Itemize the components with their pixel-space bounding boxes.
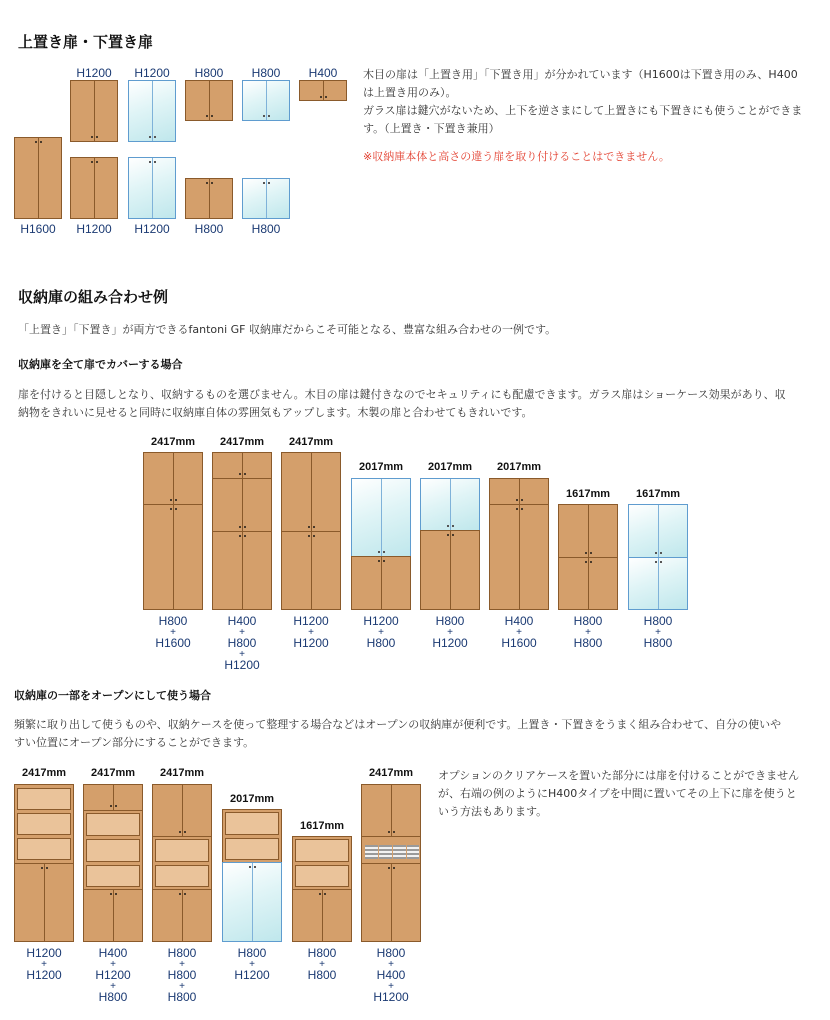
cabinet-illustration	[420, 478, 480, 610]
door-label: H1200	[76, 66, 112, 80]
subheading-all-doors: 収納庫を全て扉でカバーする場合	[18, 358, 183, 371]
glass-door	[351, 478, 411, 557]
combo-part: H400	[98, 946, 128, 960]
height-label: 2017mm	[496, 461, 542, 473]
open-shelf-unit	[83, 810, 143, 890]
combo-stack	[152, 948, 212, 1003]
shelf	[86, 865, 140, 887]
combo-part: H1200	[234, 968, 270, 982]
combo-stack	[14, 948, 74, 981]
glass-door-h800	[242, 80, 290, 121]
combo-part: H800	[307, 946, 337, 960]
height-label: 1617mm	[299, 820, 345, 832]
open-shelf-unit	[222, 809, 282, 863]
subheading-open-part: 収納庫の一部をオープンにして使う場合	[14, 689, 212, 702]
combo-part: H1200	[95, 968, 131, 982]
combinations-intro: 「上置き」「下置き」が両方できるfantoni GF 収納庫だからこそ可能となる、豊富な組み合わせの一例です。	[18, 323, 557, 336]
open-shelf-unit	[152, 836, 212, 890]
shelf	[17, 788, 71, 810]
glass-door	[222, 862, 282, 942]
combo-part: H1200	[224, 658, 260, 672]
glass-door-h1200	[128, 157, 176, 219]
note-line: が、右端の例のようにH400タイプを中間に置いてその上下に扉を使うと	[438, 787, 797, 800]
wood-door	[143, 504, 203, 610]
wood-door	[489, 478, 549, 505]
combo-part: H800	[435, 614, 465, 628]
wood-door	[361, 784, 421, 837]
door-label: H800	[194, 66, 224, 80]
door-description	[363, 66, 823, 138]
combo-part: H400	[376, 968, 406, 982]
plus-sign: +	[655, 627, 661, 638]
height-label: 2417mm	[159, 767, 205, 779]
cabinet-illustration	[489, 478, 549, 610]
plus-sign: +	[388, 981, 394, 992]
shelf	[17, 813, 71, 835]
section-title-doors: 上置き扉・下置き扉	[18, 33, 154, 51]
cabinet-illustration	[14, 784, 74, 942]
wood-door	[212, 452, 272, 479]
wood-door	[83, 784, 143, 811]
shelf	[155, 865, 209, 887]
combo-part: H800	[167, 946, 197, 960]
cabinet-illustration	[222, 809, 282, 942]
combo-part: H1600	[155, 636, 191, 650]
height-label: 1617mm	[565, 488, 611, 500]
door-label: H1200	[134, 66, 170, 80]
combo-part: H1200	[373, 990, 409, 1004]
desc-line: 頻繁に取り出して使うものや、収納ケースを使って整理する場合などはオープンの収納庫が便利です。上置き・下置きをうまく組み合わせて、自分の使いや	[14, 718, 782, 731]
clear-case	[407, 845, 419, 859]
plus-sign: +	[388, 959, 394, 970]
glass-door	[420, 478, 480, 531]
door-label: H800	[251, 66, 281, 80]
glass-door-h1200	[128, 80, 176, 142]
glass-door	[628, 504, 688, 558]
combo-part: H800	[366, 636, 396, 650]
plus-sign: +	[179, 981, 185, 992]
combo-part: H800	[167, 990, 197, 1004]
combo-part: H800	[573, 636, 603, 650]
clear-case	[365, 845, 378, 859]
shelf	[86, 839, 140, 862]
height-label: 2417mm	[368, 767, 414, 779]
combo-stack	[351, 616, 411, 649]
open-part-description	[14, 716, 814, 752]
shelf	[155, 839, 209, 862]
open-shelf-unit	[292, 836, 352, 890]
cabinet-illustration	[83, 784, 143, 942]
clear-case-note	[438, 767, 823, 821]
height-label: 2417mm	[90, 767, 136, 779]
shelf	[225, 812, 279, 835]
door-label: H1200	[134, 222, 170, 236]
shelf	[17, 838, 71, 860]
combo-stack	[489, 616, 549, 649]
door-label: H800	[251, 222, 281, 236]
plus-sign: +	[179, 959, 185, 970]
desc-line: 木目の扉は「上置き用」「下置き用」が分かれています（H1600は下置き用のみ、H400	[363, 68, 798, 81]
glass-door	[628, 557, 688, 610]
height-label: 2417mm	[21, 767, 67, 779]
combo-part: H800	[573, 614, 603, 628]
plus-sign: +	[249, 959, 255, 970]
combo-part: H1200	[293, 636, 329, 650]
height-label: 1617mm	[635, 488, 681, 500]
combo-part: H1200	[26, 968, 62, 982]
combo-part: H800	[167, 968, 197, 982]
shelf	[86, 813, 140, 836]
shelf	[295, 839, 349, 862]
combo-stack	[292, 948, 352, 981]
plus-sign: +	[41, 959, 47, 970]
shelf	[225, 838, 279, 860]
desc-line: す。（上置き・下置き兼用）	[363, 122, 500, 135]
wood-door-h400-upper	[299, 80, 347, 101]
cabinet-illustration	[281, 452, 341, 610]
plus-sign: +	[585, 627, 591, 638]
plus-sign: +	[308, 627, 314, 638]
wood-door	[14, 863, 74, 942]
wood-door	[212, 531, 272, 610]
note-line: オプションのクリアケースを置いた部分には扉を付けることができません	[438, 769, 800, 782]
wood-door	[292, 889, 352, 942]
plus-sign: +	[239, 627, 245, 638]
height-label: 2417mm	[219, 436, 265, 448]
door-label: H1200	[76, 222, 112, 236]
combo-part: H1200	[26, 946, 62, 960]
wood-door	[281, 452, 341, 532]
combo-part: H800	[643, 614, 673, 628]
wood-door-h1200-lower	[70, 157, 118, 219]
wood-door	[558, 504, 618, 558]
combo-part: H800	[227, 636, 257, 650]
combo-stack	[628, 616, 688, 649]
combo-stack	[558, 616, 618, 649]
wood-door	[212, 478, 272, 532]
all-doors-description	[18, 386, 818, 422]
combo-part: H800	[98, 990, 128, 1004]
cabinet-illustration	[292, 836, 352, 942]
desc-line: ガラス扉は鍵穴がないため、上下を逆さまにして上置きにも下置きにも使うことができま	[363, 104, 803, 117]
plus-sign: +	[319, 959, 325, 970]
combo-stack	[143, 616, 203, 649]
door-label: H800	[194, 222, 224, 236]
wood-door	[152, 784, 212, 837]
plus-sign: +	[110, 959, 116, 970]
height-label: 2017mm	[427, 461, 473, 473]
combo-part: H400	[227, 614, 257, 628]
wood-door	[558, 557, 618, 610]
height-label: 2417mm	[288, 436, 334, 448]
cabinet-illustration	[143, 452, 203, 610]
wood-door	[152, 889, 212, 942]
combo-stack	[212, 616, 272, 671]
plus-sign: +	[516, 627, 522, 638]
combo-stack	[361, 948, 421, 1003]
shelf	[295, 865, 349, 887]
height-label: 2017mm	[358, 461, 404, 473]
clear-case	[379, 845, 392, 859]
wood-door	[420, 530, 480, 610]
open-shelf-unit	[14, 784, 74, 864]
combo-part: H1600	[501, 636, 537, 650]
wood-door	[281, 531, 341, 610]
door-label: H1600	[20, 222, 56, 236]
wood-door-h1200-upper	[70, 80, 118, 142]
cabinet-illustration	[212, 452, 272, 610]
warning-note: ※収納庫本体と高さの違う扉を取り付けることはできません。	[363, 150, 670, 163]
door-label: H400	[308, 66, 338, 80]
clear-case-unit	[361, 836, 421, 864]
combo-stack	[281, 616, 341, 649]
note-line: いう方法もあります。	[438, 805, 548, 818]
wood-door-h1600-lower	[14, 137, 62, 219]
cabinet-illustration	[361, 784, 421, 942]
wood-door	[351, 556, 411, 610]
plus-sign: +	[110, 981, 116, 992]
section-title-combinations: 収納庫の組み合わせ例	[18, 288, 169, 306]
wood-door	[143, 452, 203, 505]
plus-sign: +	[170, 627, 176, 638]
height-label: 2017mm	[229, 793, 275, 805]
height-label: 2417mm	[150, 436, 196, 448]
combo-part: H800	[237, 946, 267, 960]
glass-door-h800	[242, 178, 290, 219]
desc-line: は上置き用のみ）。	[363, 86, 457, 99]
desc-line: 納物をきれいに見せると同時に収納庫自体の雰囲気もアップします。木製の扉と合わせてもきれいです。	[18, 406, 533, 419]
combo-stack	[83, 948, 143, 1003]
combo-part: H400	[504, 614, 534, 628]
combo-part: H1200	[363, 614, 399, 628]
plus-sign: +	[447, 627, 453, 638]
plus-sign: +	[378, 627, 384, 638]
wood-door-h800-lower	[185, 178, 233, 219]
combo-part: H800	[307, 968, 337, 982]
wood-door	[83, 889, 143, 942]
plus-sign: +	[239, 649, 245, 660]
wood-door	[489, 504, 549, 610]
combo-part: H800	[643, 636, 673, 650]
combo-part: H800	[376, 946, 406, 960]
cabinet-illustration	[628, 504, 688, 610]
combo-part: H800	[158, 614, 188, 628]
desc-line: すい位置にオープン部分にすることができます。	[14, 736, 255, 749]
cabinet-illustration	[351, 478, 411, 610]
combo-part: H1200	[293, 614, 329, 628]
combo-stack	[420, 616, 480, 649]
wood-door	[361, 863, 421, 942]
combo-stack	[222, 948, 282, 981]
wood-door-h800-upper	[185, 80, 233, 121]
clear-case	[393, 845, 406, 859]
combo-part: H1200	[432, 636, 468, 650]
desc-line: 扉を付けると目隠しとなり、収納するものを選びません。木目の扉は鍵付きなのでセキュリティにも配慮できます。ガラス扉はショーケース効果があり、収	[18, 388, 786, 401]
cabinet-illustration	[152, 784, 212, 942]
cabinet-illustration	[558, 504, 618, 610]
